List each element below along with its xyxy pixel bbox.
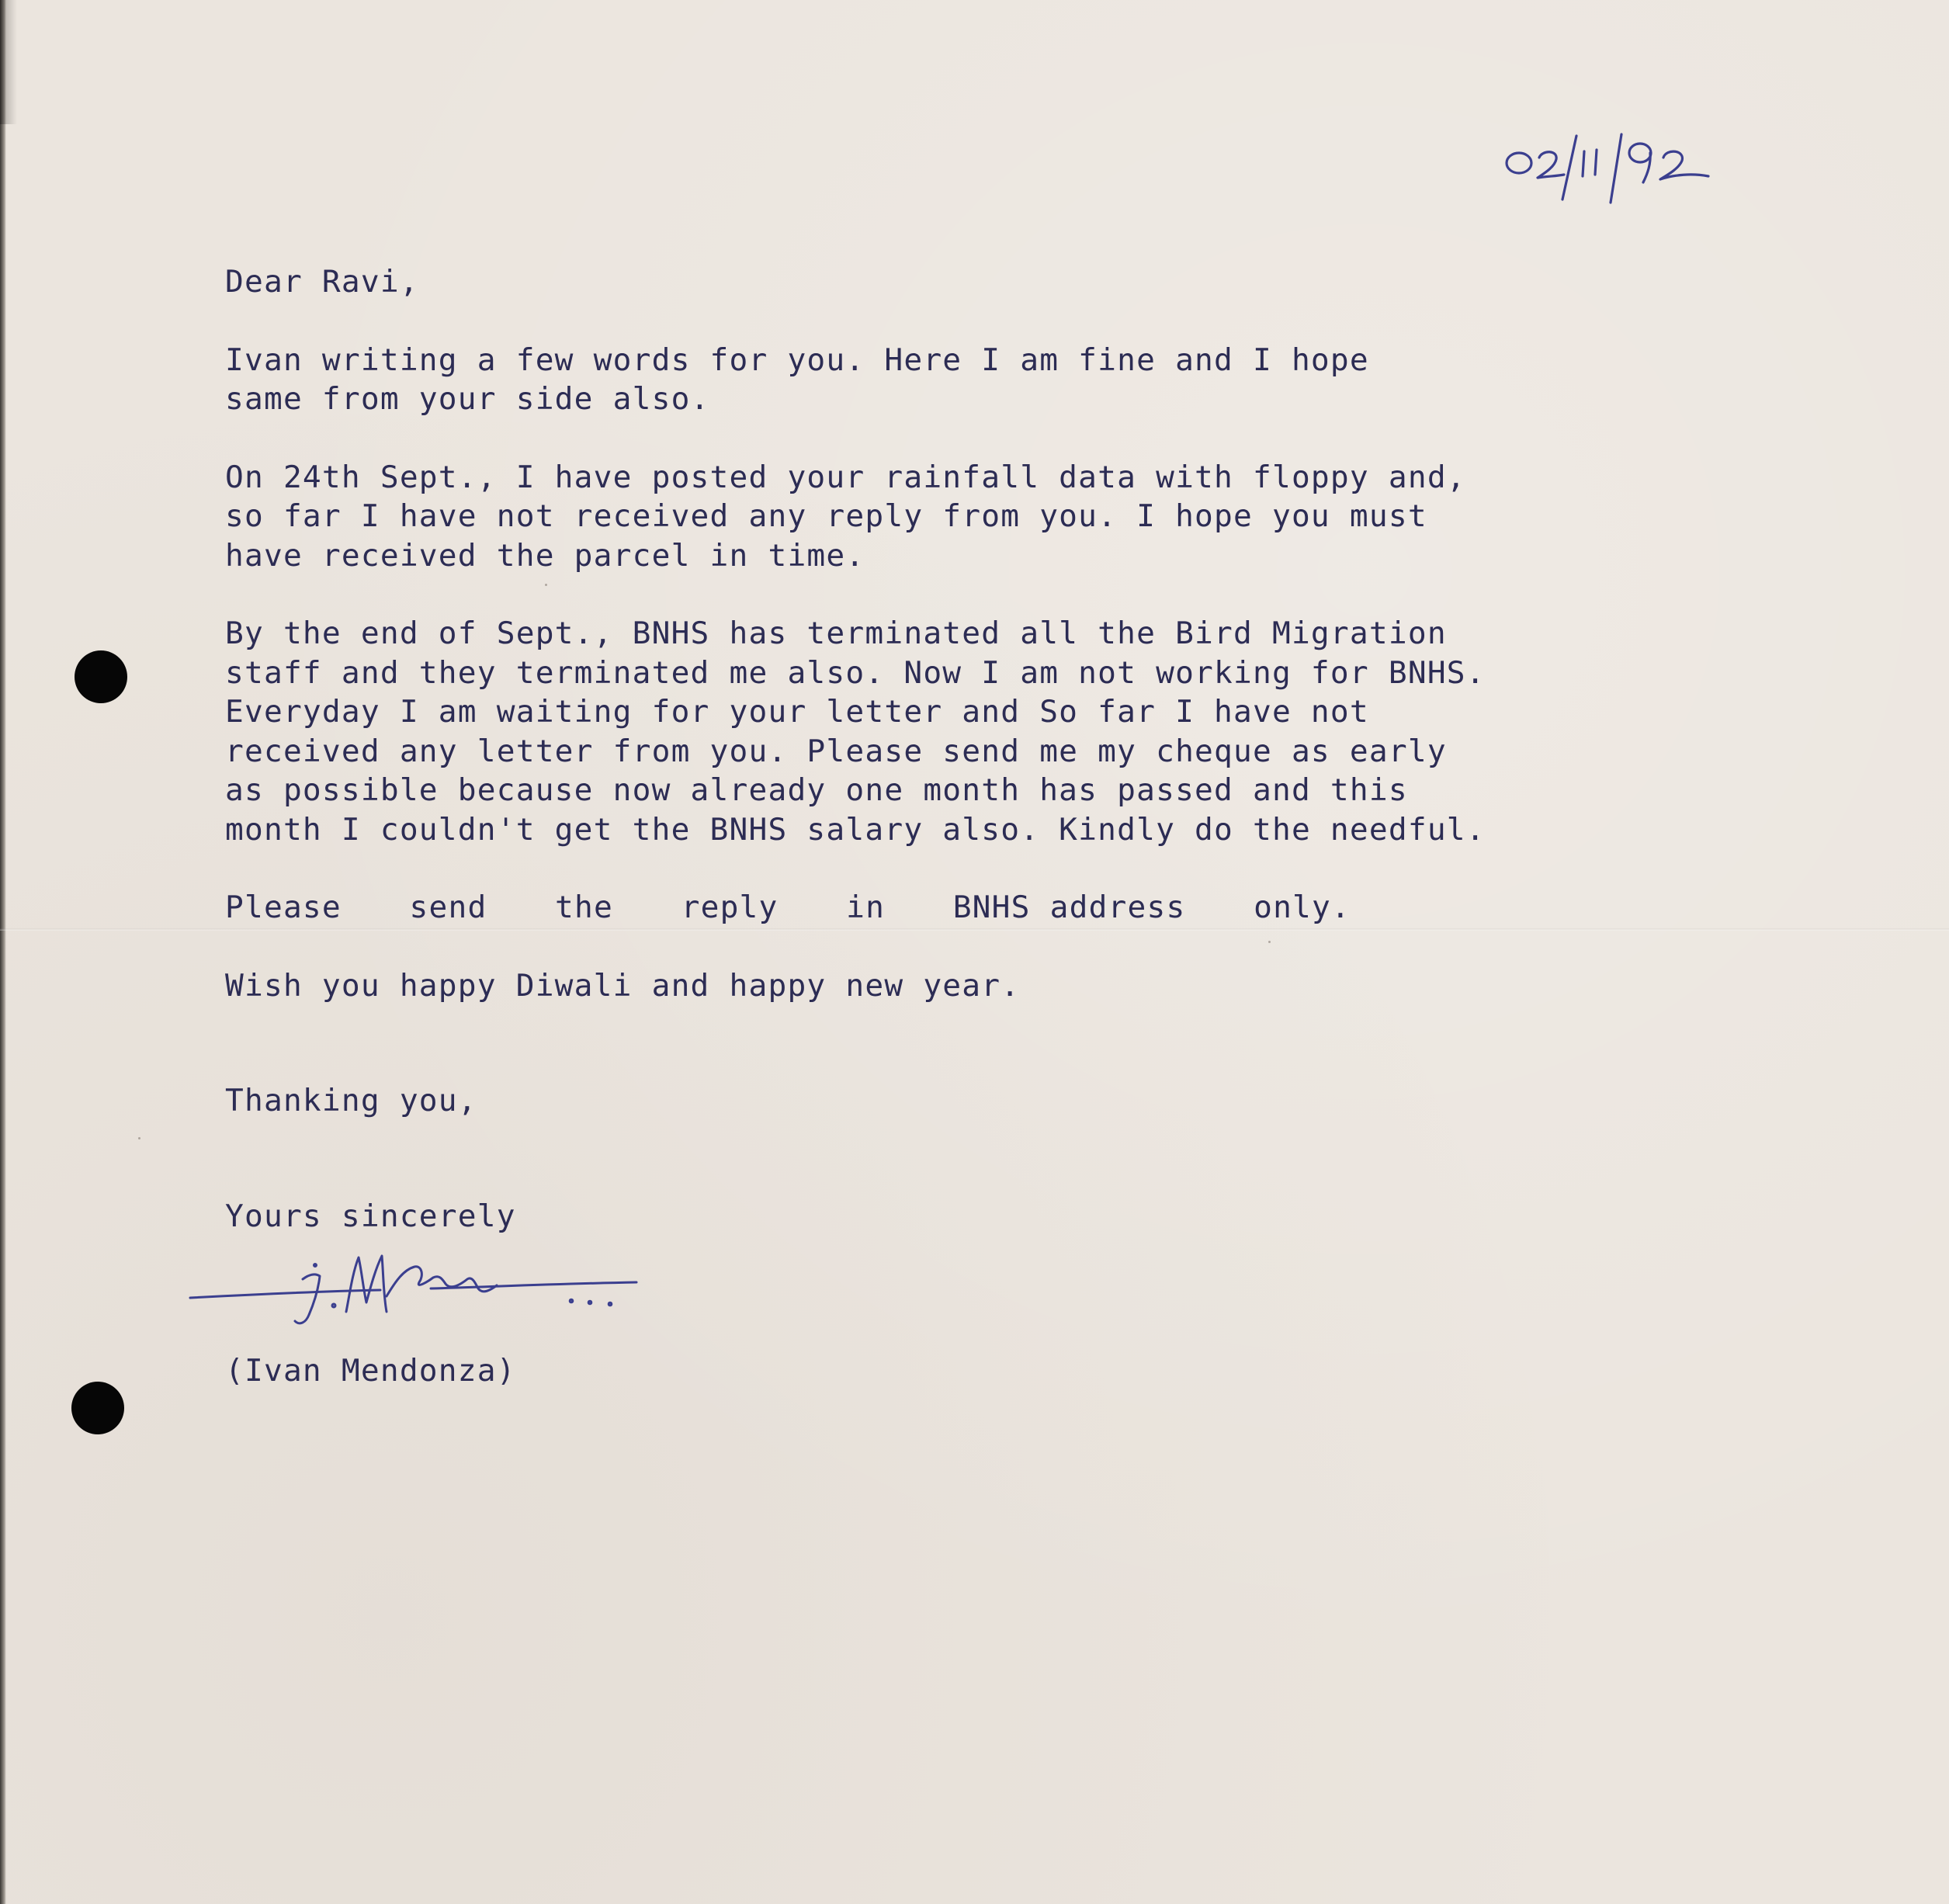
- paragraph-line: staff and they terminated me also. Now I am not working for BNHS.: [225, 654, 1486, 691]
- paragraph-rainfall-data: [225, 458, 1762, 576]
- paragraph-line: By the end of Sept., BNHS has terminated all the Bird Migration: [225, 616, 1447, 651]
- page-corner-shadow: [0, 0, 17, 124]
- punch-hole-bottom: [71, 1382, 124, 1434]
- reply-word: send: [409, 890, 487, 925]
- reply-word: BNHS address: [952, 890, 1186, 925]
- reply-word: reply: [681, 890, 779, 925]
- reply-request-line: [225, 888, 1351, 928]
- paragraph-line: so far I have not received any reply from you. I hope you must: [225, 498, 1427, 534]
- signatory-name: (Ivan Mendonza): [225, 1353, 516, 1389]
- reply-word: in: [846, 890, 886, 925]
- salutation: Dear Ravi,: [225, 264, 419, 300]
- letter-body: [225, 262, 1762, 1236]
- punch-hole-top: [75, 650, 127, 703]
- handwritten-signature: [186, 1234, 644, 1339]
- wishes-line: Wish you happy Diwali and happy new year.: [225, 967, 1021, 1004]
- paragraph-line: Everyday I am waiting for your letter and So far I have not: [225, 694, 1369, 730]
- paragraph-line: same from your side also.: [225, 381, 710, 417]
- sign-off-line: Yours sincerely: [225, 1198, 516, 1234]
- closing-line: Thanking you,: [225, 1083, 477, 1118]
- paragraph-line: have received the parcel in time.: [225, 537, 865, 574]
- reply-word: the: [555, 890, 613, 925]
- handwritten-date: [1502, 128, 1766, 206]
- paper-speck: [138, 1137, 140, 1139]
- reply-word: only.: [1254, 890, 1351, 925]
- page-edge-shadow: [0, 0, 6, 1904]
- paragraph-line: as possible because now already one month has passed and this: [225, 772, 1408, 808]
- paragraph-line: Ivan writing a few words for you. Here I am fine and I hope: [225, 342, 1369, 378]
- paragraph-line: received any letter from you. Please send me my cheque as early: [225, 733, 1447, 769]
- paragraph-termination: [225, 614, 1762, 849]
- paragraph-greeting: [225, 341, 1762, 419]
- paragraph-line: On 24th Sept., I have posted your rainfall data with floppy and,: [225, 459, 1466, 495]
- paragraph-line: month I couldn't get the BNHS salary also. Kindly do the needful.: [225, 811, 1486, 848]
- reply-word: Please: [225, 890, 342, 925]
